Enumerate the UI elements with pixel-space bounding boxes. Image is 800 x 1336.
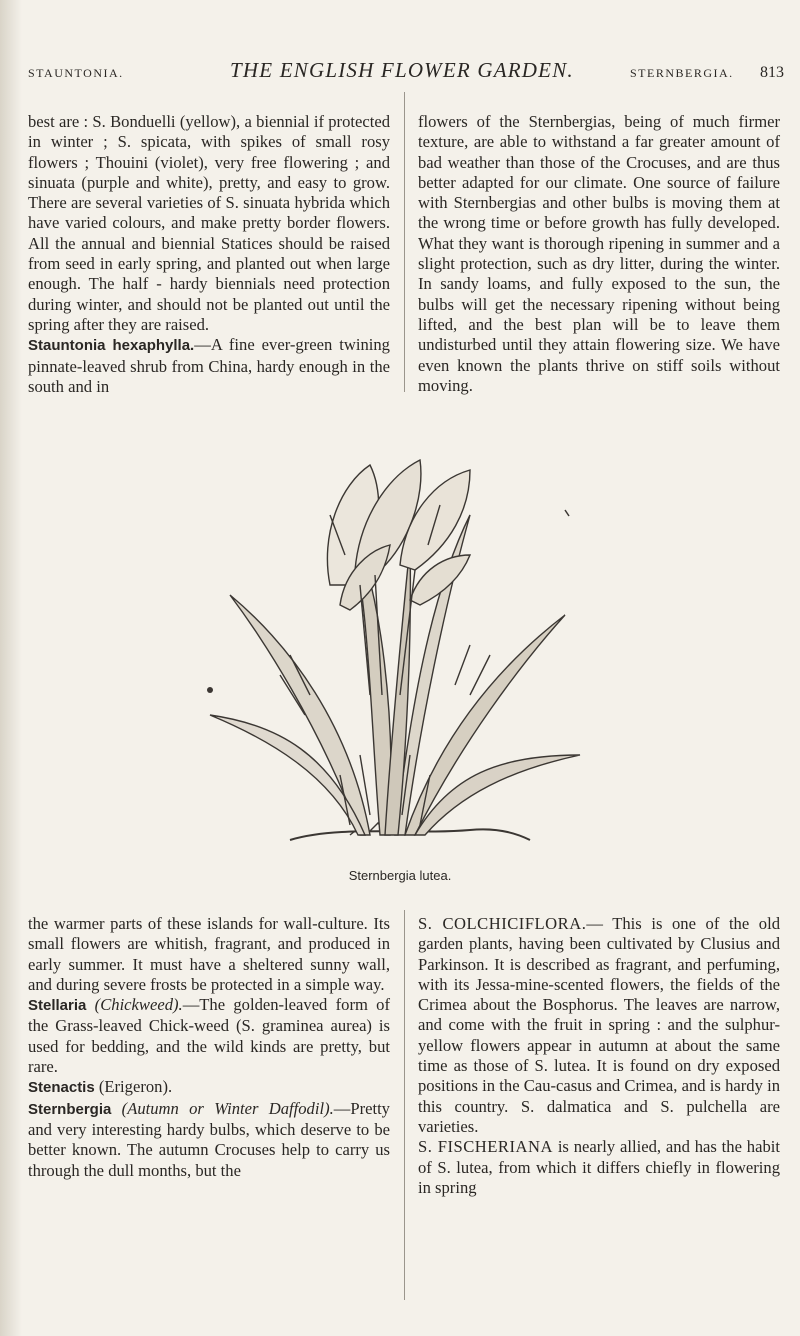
stellaria-text: —The golden-leaved form of the Grass-leaved Chick-weed (S. graminea aurea) is used for bedding, and the wild kinds are pretty, but rare.	[28, 995, 391, 1077]
stellaria-paragraph	[28, 995, 390, 1077]
page-gutter-shadow	[0, 0, 22, 1336]
stauntonia-paragraph	[28, 335, 390, 397]
stenactis-paragraph	[28, 1077, 390, 1098]
bottom-left-column	[28, 914, 390, 1181]
sternbergia-illustration	[170, 395, 620, 860]
figure-caption: Sternbergia lutea.	[348, 868, 452, 883]
top-right-column	[418, 112, 780, 396]
fischeriana-text: is nearly allied, and has the habit of S. lutea, from which it differs chiefly in flowering in spring	[418, 1137, 780, 1197]
stenactis-text: (Erigeron).	[98, 1077, 173, 1097]
fischeriana-paragraph	[418, 1137, 780, 1198]
fischeriana-heading: S. FISCHERIANA	[418, 1137, 553, 1157]
plant-engraving	[170, 395, 620, 860]
header-right-keyword: STERNBERGIA.	[630, 66, 734, 80]
stauntonia-text: —A fine ever-green twining pinnate-leaved shrub from China, hardy enough in the south and in	[28, 335, 390, 396]
statice-paragraph: best are : S. Bonduelli (yellow), a biennial if protected in winter ; S. spicata, with spikes of small rosy flowers ; Thouini (violet), very free flowering ; and sinuata (purple and white), pretty, and easy to grow. There are several varieties of S. sinuata hybrida which have varied colours, and make pretty border flowers. All the annual and biennial Statices should be raised from seed in early spring, and planted out when large enough. The half - hardy biennials need protection during winter, and should not be planted out until the spring after they are raised.	[28, 112, 390, 334]
top-left-column	[28, 112, 390, 397]
column-divider-bottom	[404, 910, 405, 1300]
sternbergia-text: —Pretty and very interesting hardy bulbs, which deserve to be better known. The autumn Crocuses help to carry us through the dull months, but the	[28, 1098, 390, 1180]
header-book-title: THE ENGLISH FLOWER GARDEN.	[230, 58, 574, 82]
colchiciflora-text: — This is one of the old garden plants, having been cultivated by Clusius and Parkinson. It is described as fragrant, and perfuming, with its Jessa-mine-scented flowers, the fields of the Crimea about the Bosphorus. The leaves are narrow, and come with the fruit in spring : and the sulphur-yellow flowers appear in autumn at about the same time as those of S. lutea. It is found on dry exposed positions in the Cau-casus and Crimea, and is hardy in this country. S. dalmatica and S. pulchella are varieties.	[418, 914, 780, 1136]
colchiciflora-heading: S. COLCHICIFLORA.	[418, 914, 587, 933]
stenactis-heading: Stenactis	[28, 1079, 95, 1097]
stauntonia-continued-paragraph: the warmer parts of these islands for wall-culture. Its small flowers are whitish, fragrant, and produced in early summer. It must have a sheltered sunny wall, and during severe frosts be protected in a simple way.	[28, 914, 390, 994]
column-divider-top	[404, 92, 405, 392]
running-head	[0, 44, 800, 84]
sternbergia-common-name: (Autumn or Winter Daffodil).	[121, 1098, 334, 1118]
stauntonia-heading: Stauntonia hexaphylla.	[28, 337, 195, 355]
stellaria-heading: Stellaria	[28, 997, 87, 1015]
colchiciflora-paragraph	[418, 914, 780, 1137]
sternbergia-paragraph	[28, 1099, 390, 1181]
header-left-keyword: STAUNTONIA.	[28, 66, 124, 80]
stellaria-common-name: (Chickweed).	[94, 995, 183, 1015]
page-number: 813	[760, 64, 784, 81]
sternbergia-culture-paragraph: flowers of the Sternbergias, being of much firmer texture, are able to withstand a far greater amount of bad weather than those of the Crocuses, and are thus better adapted for our climate. One source of failure with Sternbergias and other bulbs is moving them at the wrong time or before growth has fully developed. What they want is thorough ripening in summer and a slight protection, such as dry litter, during the winter. In sandy loams, and fully exposed to the sun, the bulbs will get the necessary ripening without being lifted, and the best plan will be to leave them undisturbed until they attain flowering size. We have even known the plants thrive on stiff soils without moving.	[418, 112, 780, 395]
bottom-right-column	[418, 914, 780, 1198]
sternbergia-heading: Sternbergia	[28, 1100, 112, 1118]
